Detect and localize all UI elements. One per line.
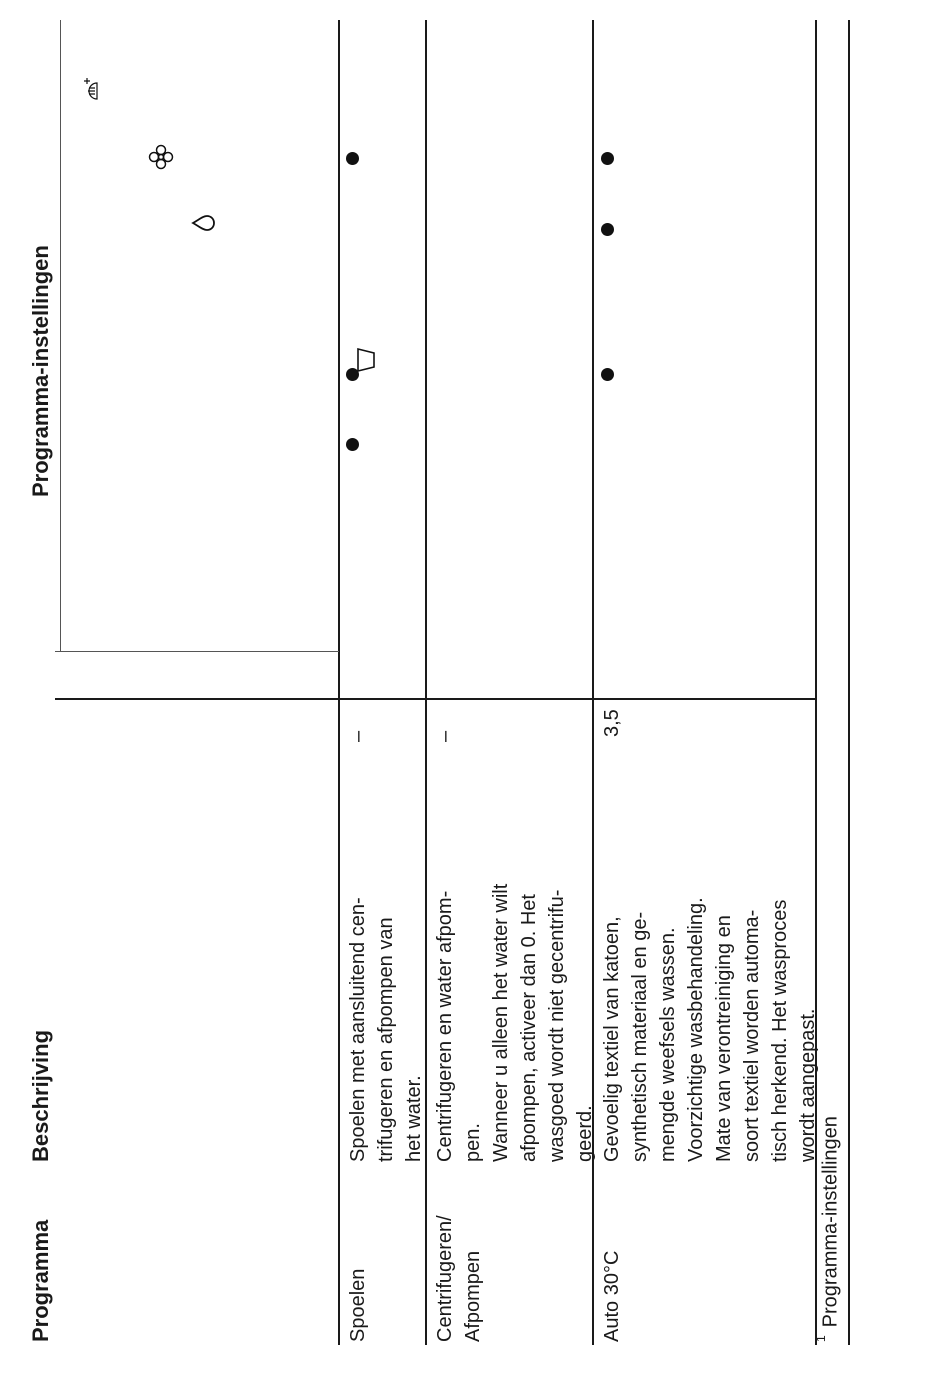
row-centrifugeren-value: –: [434, 730, 456, 742]
settings-header-rule: [60, 20, 61, 652]
setting-dot: [601, 152, 614, 165]
setting-dot: [601, 223, 614, 236]
column-separator: [55, 698, 817, 700]
detergent-icon: [355, 346, 377, 374]
footnote: [814, 1116, 843, 1342]
row-spoelen-programma: Spoelen: [347, 1268, 369, 1342]
setting-dot: [601, 368, 614, 381]
flower-softener-icon: [148, 144, 174, 170]
steam-plus-icon: [80, 76, 104, 102]
row-spoelen-beschrijving: Spoelen met aansluitend cen- trifugeren en afpompen van het water.: [347, 897, 425, 1162]
setting-dot: [346, 368, 359, 381]
footnote-separator: [848, 20, 850, 1345]
header-programma-instellingen: Programma-instellingen: [28, 245, 53, 497]
row-auto30-programma: Auto 30°C: [601, 1250, 623, 1342]
row-spoelen-value: –: [347, 730, 369, 742]
setting-dot: [346, 152, 359, 165]
setting-dot: [346, 438, 359, 451]
footnote-text: Programma-instellingen: [819, 1116, 842, 1328]
row-centrifugeren-programma: Centrifugeren/ Afpompen: [434, 1215, 484, 1342]
footnote-marker: 1: [814, 1335, 828, 1342]
row-auto30-value: 3,5: [601, 709, 623, 737]
row-auto30-beschrijving: Gevoelig textiel van katoen, synthetisch materiaal en ge- mengde weefsels wassen. Voorzichtige wasbehandeling. Mate van verontreiniging en soort textiel worden automa- tisch herkend. Het wasproces wordt aangepast.: [601, 897, 819, 1162]
header-beschrijving: Beschrijving: [28, 1029, 53, 1162]
header-programma: Programma: [28, 1219, 53, 1342]
water-drop-icon: [190, 212, 216, 234]
settings-subcolumn-rule: [55, 651, 339, 652]
row-separator: [338, 20, 340, 1345]
row-centrifugeren-beschrijving: Centrifugeren en water afpom- pen. Wanneer u alleen het water wilt afpompen, activeer dan 0. Het wasgoed wordt niet gecentrifu- geerd.: [434, 883, 596, 1162]
